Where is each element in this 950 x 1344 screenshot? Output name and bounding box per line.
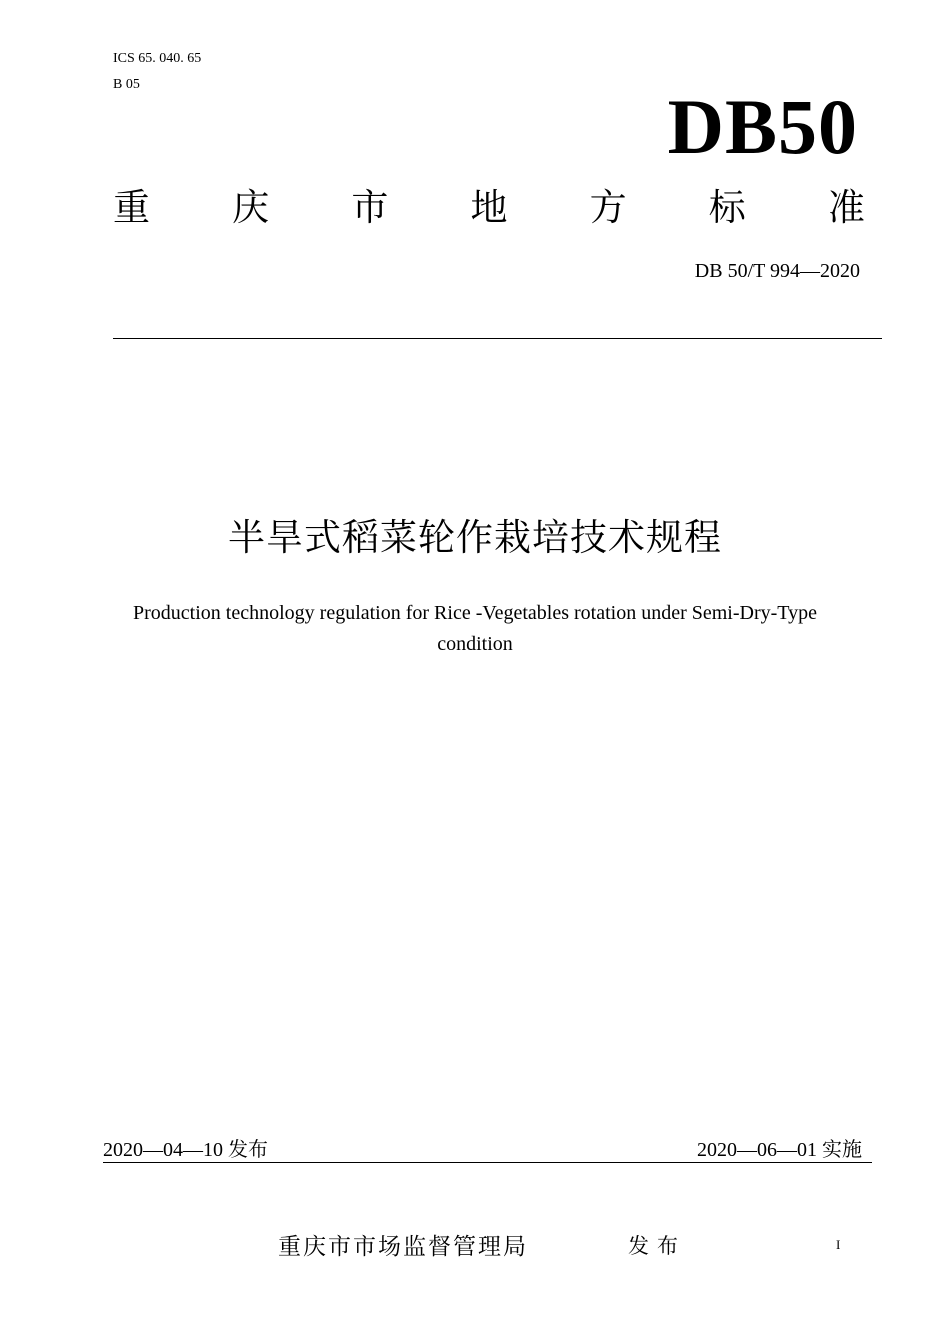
- top-divider: [113, 338, 882, 339]
- standard-type-char: 方: [589, 186, 627, 229]
- standard-type-char: 市: [351, 186, 389, 229]
- standard-mark: DB50: [667, 83, 858, 170]
- classification-code: B 05: [113, 77, 140, 92]
- issue-date: 2020—04—10 发布: [103, 1139, 268, 1161]
- implementation-date: 2020—06—01 实施: [697, 1139, 862, 1161]
- standard-number: DB 50/T 994—2020: [694, 260, 860, 282]
- title-english: [80, 598, 870, 660]
- publisher-name: 重庆市市场监督管理局: [278, 1234, 528, 1260]
- standard-type-char: 重: [113, 186, 150, 229]
- ics-code: ICS 65. 040. 65: [113, 51, 202, 66]
- page-number: I: [836, 1237, 841, 1252]
- title-english-line: Production technology regulation for Rice -Vegetables rotation under Semi-Dry-Type: [133, 602, 817, 624]
- title-chinese: 半旱式稻菜轮作栽培技术规程: [228, 516, 722, 559]
- standard-type-heading: [113, 185, 865, 231]
- bottom-divider: [103, 1162, 872, 1163]
- standard-type-char: 标: [708, 186, 746, 229]
- standard-type-char: 庆: [232, 186, 270, 229]
- publish-label: 发布: [628, 1234, 686, 1258]
- standard-type-char: 准: [827, 186, 865, 229]
- title-english-line: condition: [437, 633, 513, 655]
- standard-type-char: 地: [470, 186, 508, 229]
